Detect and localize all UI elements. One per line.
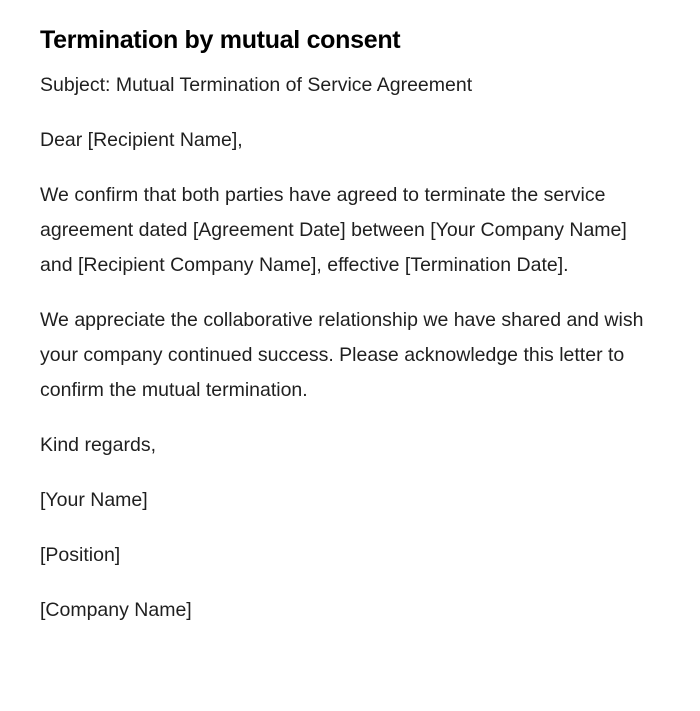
document-title: Termination by mutual consent [40,26,401,54]
subject-line: Subject: Mutual Termination of Service Agreement [40,74,473,96]
closing: Kind regards, [40,434,156,456]
salutation: Dear [Recipient Name], [40,129,243,151]
body-paragraph-2: We appreciate the collaborative relationship we have shared and wish your company continued success. Please acknowledge this letter to confirm the mutual termination. [40,309,644,401]
body-paragraph-1: We confirm that both parties have agreed to terminate the service agreement dated [Agreement Date] between [Your Company Name] and [Recipient Company Name], effective [Termination Date]. [40,184,627,276]
signature-name: [Your Name] [40,489,148,511]
letter-document [40,22,660,648]
signature-company: [Company Name] [40,599,192,621]
signature-position: [Position] [40,544,121,566]
